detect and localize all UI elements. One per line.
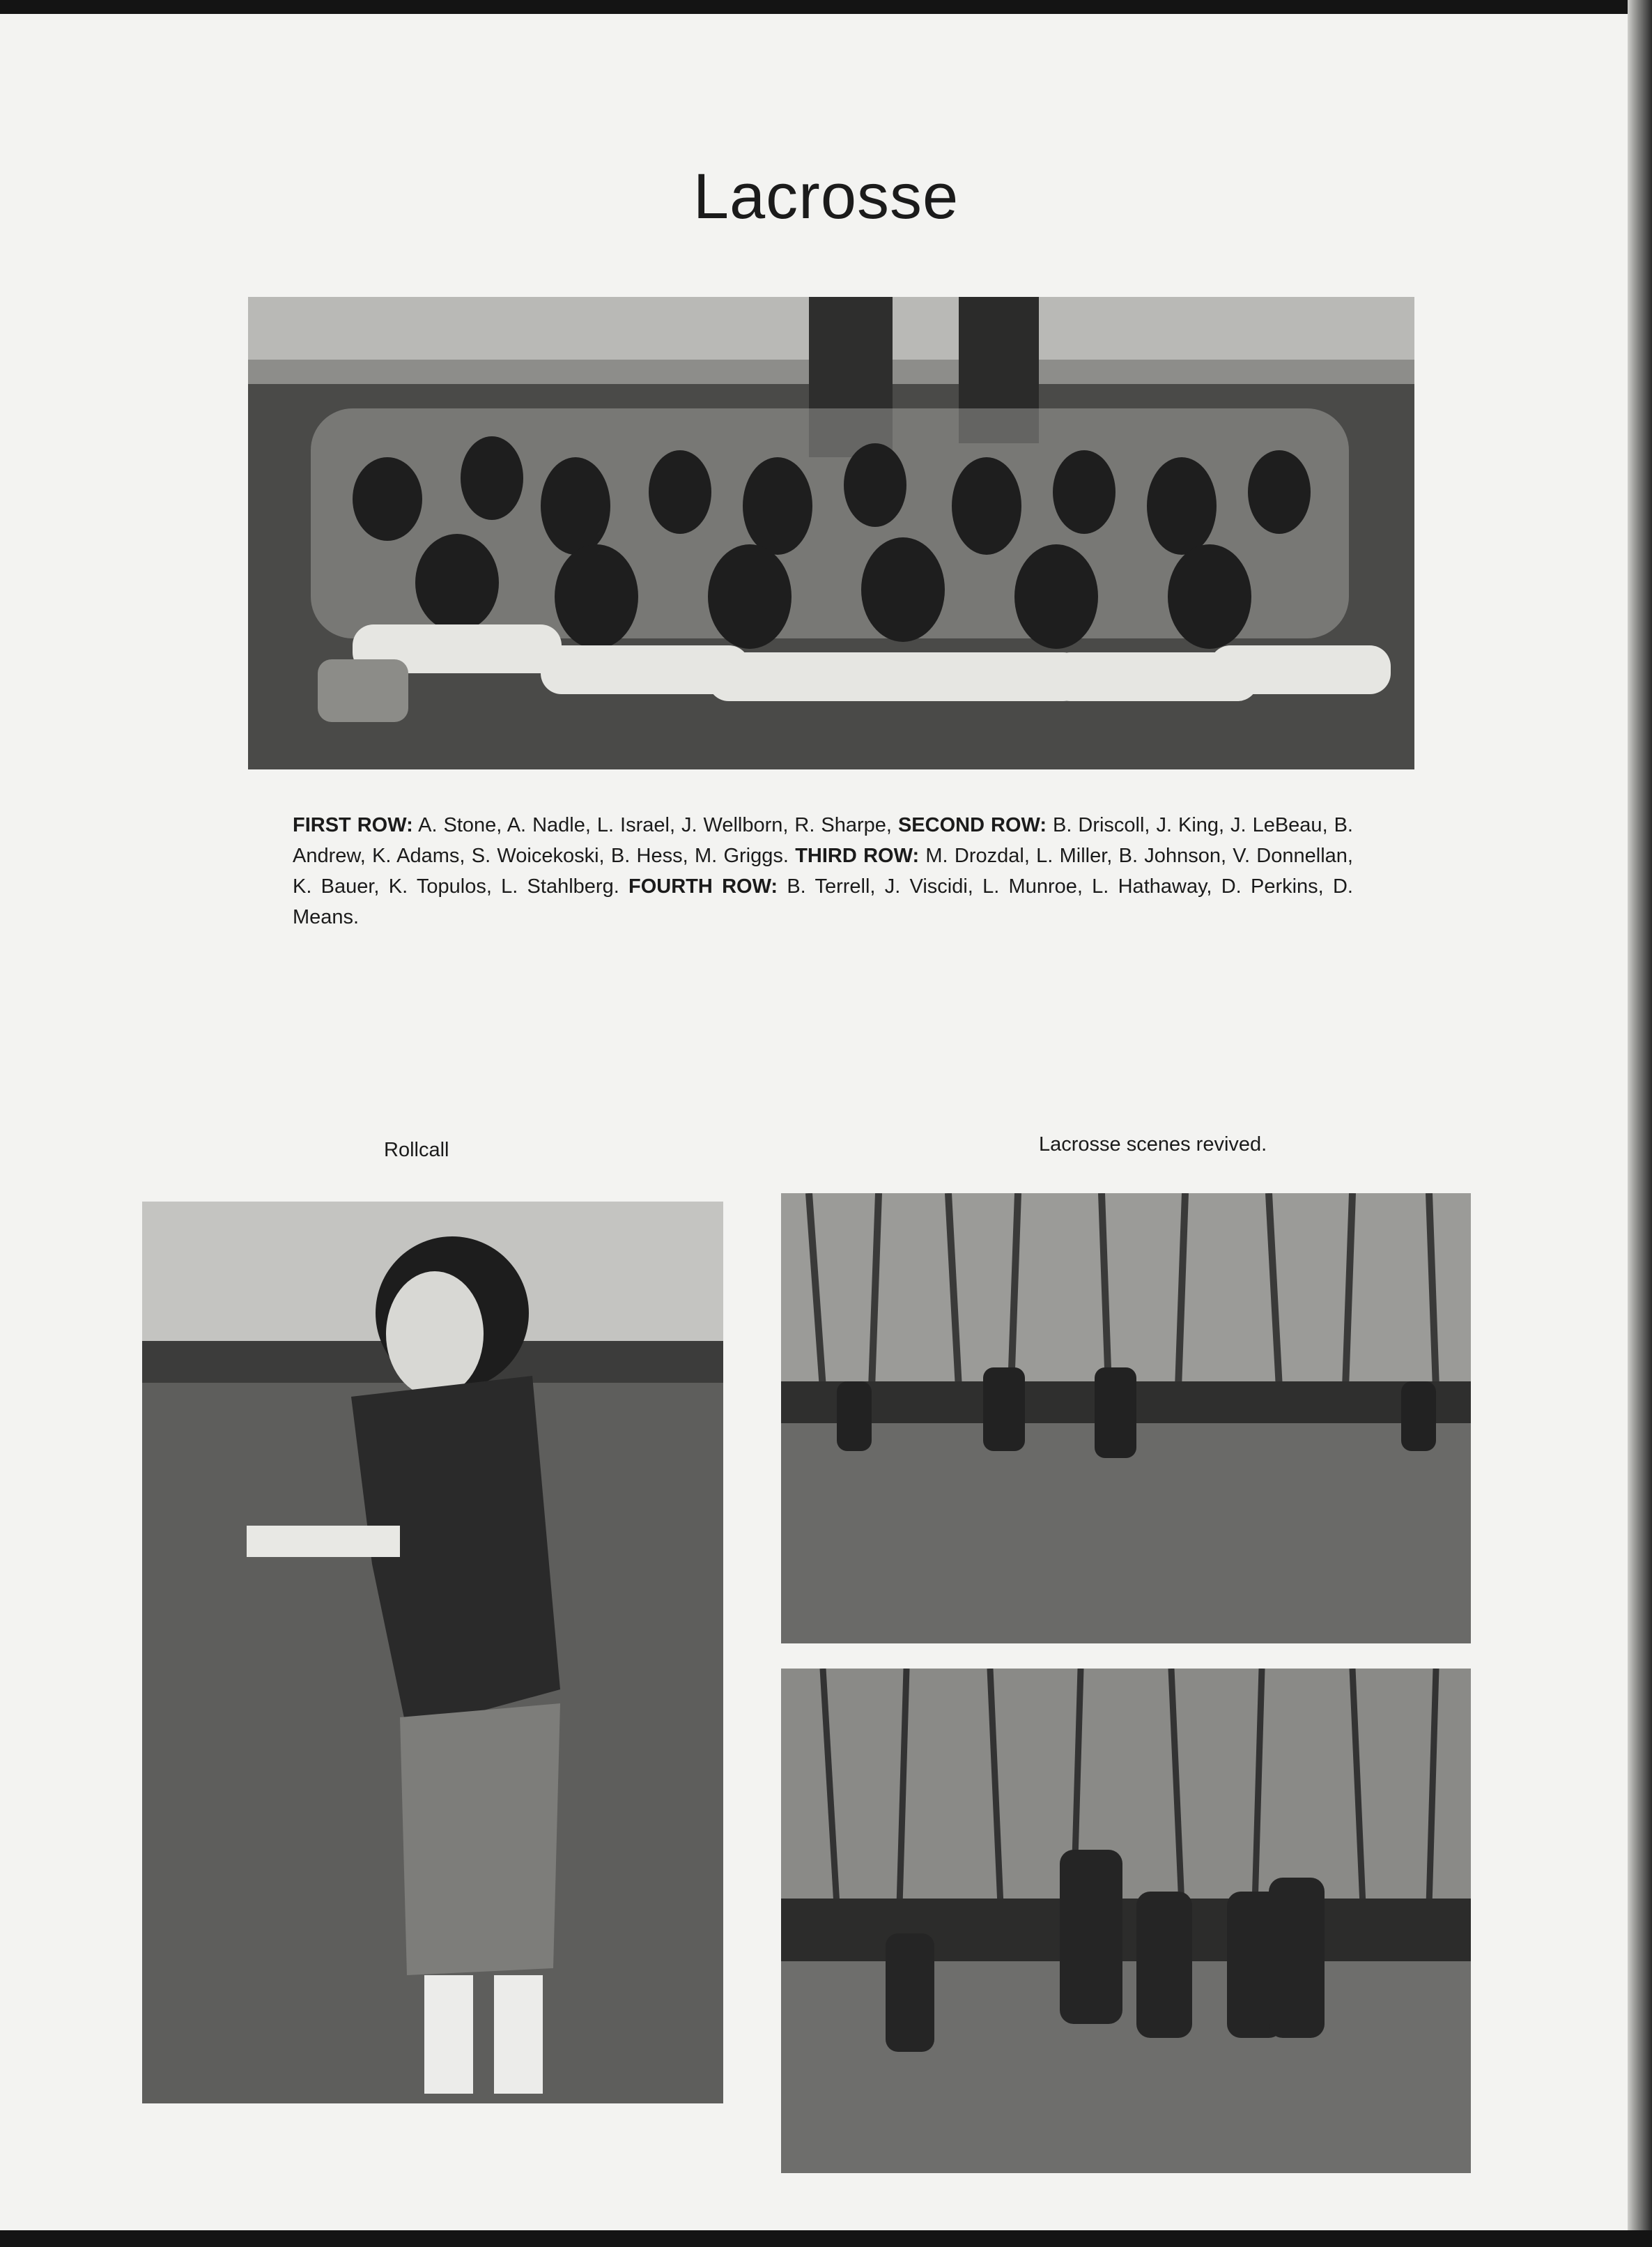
team-roster-caption [293,810,1353,933]
third-row-label: THIRD ROW: [795,845,920,867]
first-row-names: A. Stone, A. Nadle, L. Israel, J. Wellborn, R. Sharpe, [418,814,892,836]
rollcall-caption: Rollcall [384,1139,449,1161]
page-title: Lacrosse [693,161,959,232]
second-row-label: SECOND ROW: [897,814,1047,836]
lacrosse-scene-photo-2 [781,1669,1471,2173]
second-row-names: B. Driscoll, J. King, J. LeBeau, B. Andrew, K. Adams, S. Woicekoski, B. Hess, M. Griggs. [293,814,1353,867]
team-group-photo [248,297,1414,769]
third-row-names: M. Drozdal, L. Miller, B. Johnson, V. Donnellan, K. Bauer, K. Topulos, L. Stahlberg. [293,845,1353,898]
first-row-label: FIRST ROW: [293,814,413,836]
fourth-row-names: B. Terrell, J. Viscidi, L. Munroe, L. Hathaway, D. Perkins, D. Means. [293,875,1353,928]
scan-bottom-border [0,2230,1652,2247]
fourth-row-label: FOURTH ROW: [628,875,778,898]
scan-top-border [0,0,1652,14]
scenes-caption: Lacrosse scenes revived. [1039,1133,1267,1156]
rollcall-photo [142,1202,723,2103]
page-edge-shadow [1628,0,1652,2247]
lacrosse-scene-photo-1 [781,1193,1471,1643]
